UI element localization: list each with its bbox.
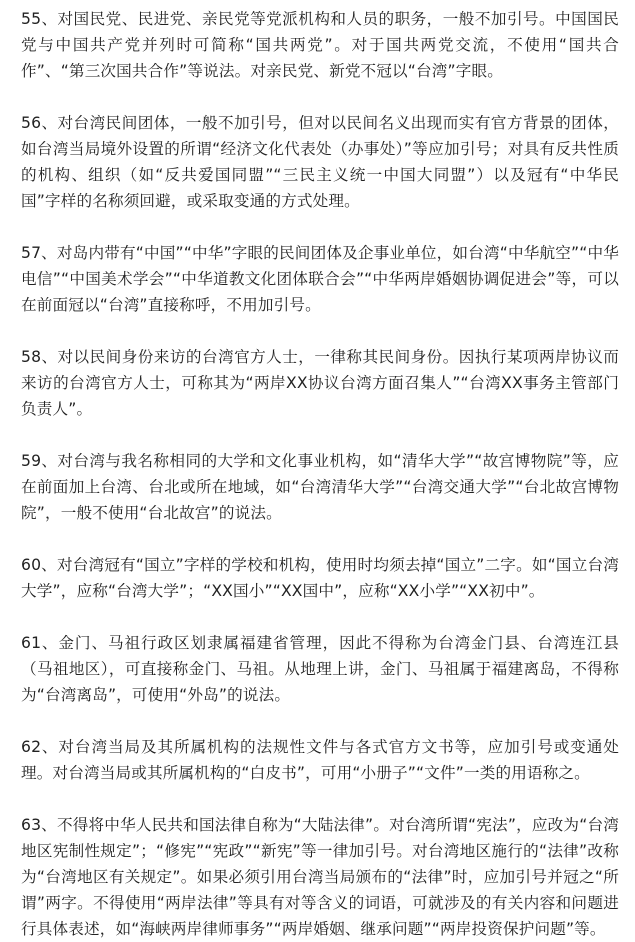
paragraph-57: 57、对岛内带有“中国”“中华”字眼的民间团体及企事业单位，如台湾“中华航空”“中华电信”“中国美术学会”“中华道教文化团体联合会”“中华两岸婚姻协调促进会”等，可以在前面冠以“台湾”直接称呼，不用加引号。 bbox=[21, 244, 619, 314]
paragraph-62: 62、对台湾当局及其所属机构的法规性文件与各式官方文书等，应加引号或变通处理。对台湾当局或其所属机构的“白皮书”，可用“小册子”“文件”一类的用语称之。 bbox=[21, 738, 619, 782]
paragraph-58: 58、对以民间身份来访的台湾官方人士，一律称其民间身份。因执行某项两岸协议而来访的台湾官方人士，可称其为“两岸XX协议台湾方面召集人”“台湾XX事务主管部门负责人”。 bbox=[21, 348, 619, 418]
paragraph-60: 60、对台湾冠有“国立”字样的学校和机构，使用时均须去掉“国立”二字。如“国立台湾大学”，应称“台湾大学”；“XX国小”“XX国中”，应称“XX小学”“XX初中”。 bbox=[21, 556, 619, 600]
paragraph-55: 55、对国民党、民进党、亲民党等党派机构和人员的职务，一般不加引号。中国国民党与中国共产党并列时可简称“国共两党”。对于国共两党交流，不使用“国共合作”、“第三次国共合作”等说法。对亲民党、新党不冠以“台湾”字眼。 bbox=[21, 10, 619, 80]
paragraph-56: 56、对台湾民间团体，一般不加引号，但对以民间名义出现而实有官方背景的团体，如台湾当局境外设置的所谓“经济文化代表处（办事处）”等应加引号；对具有反共性质的机构、组织（如“反共爱国同盟”“三民主义统一中国大同盟”）以及冠有“中华民国”字样的名称须回避，或采取变通的方式处理。 bbox=[21, 114, 619, 210]
document-body bbox=[21, 6, 619, 942]
paragraph-59: 59、对台湾与我名称相同的大学和文化事业机构，如“清华大学”“故宫博物院”等，应在前面加上台湾、台北或所在地域，如“台湾清华大学”“台湾交通大学”“台北故宫博物院”，一般不使用“台北故宫”的说法。 bbox=[21, 452, 619, 522]
paragraph-61: 61、金门、马祖行政区划隶属福建省管理，因此不得称为台湾金门县、台湾连江县（马祖地区），可直接称金门、马祖。从地理上讲，金门、马祖属于福建离岛，不得称为“台湾离岛”，可使用“外岛”的说法。 bbox=[21, 634, 619, 704]
paragraph-63: 63、不得将中华人民共和国法律自称为“大陆法律”。对台湾所谓“宪法”，应改为“台湾地区宪制性规定”；“修宪”“宪政”“新宪”等一律加引号。对台湾地区施行的“法律”改称为“台湾地区有关规定”。如果必须引用台湾当局颁布的“法律”时，应加引号并冠之“所谓”两字。不得使用“两岸法律”等具有对等含义的词语，可就涉及的有关内容和问题进行具体表述，如“海峡两岸律师事务”“两岸婚姻、继承问题”“两岸投资保护问题”等。 bbox=[21, 816, 619, 938]
